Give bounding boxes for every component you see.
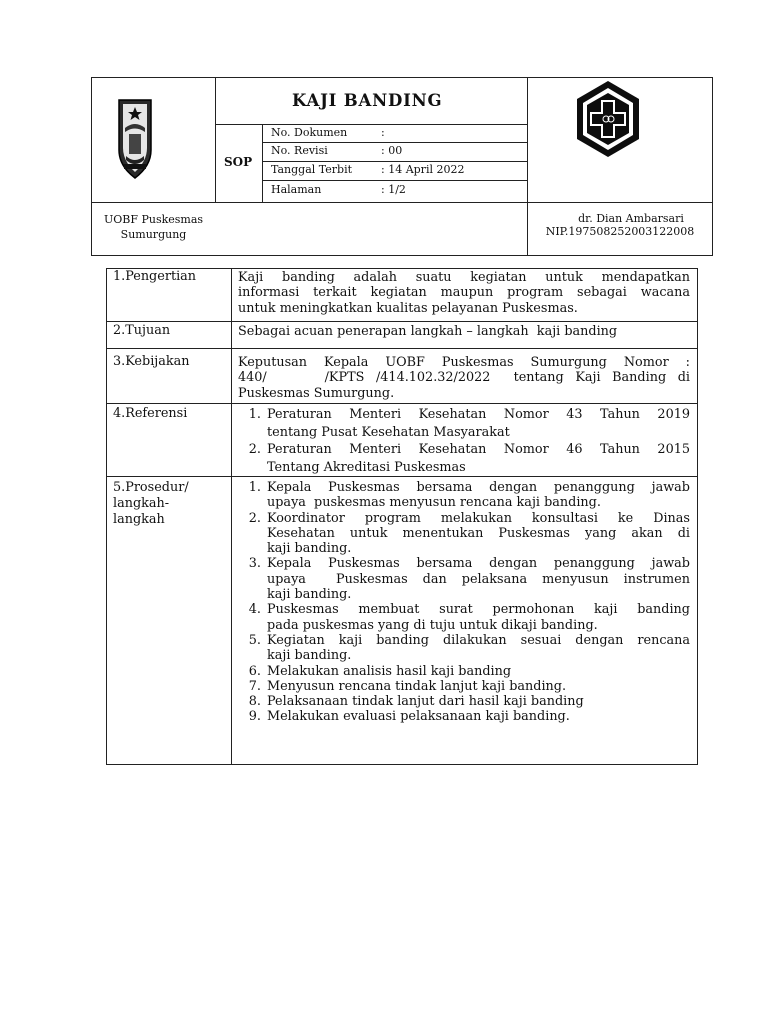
text-line: upaya Puskesmas dan pelaksana menyusun instrumen bbox=[267, 571, 690, 587]
text-line: Keputusan Kepala UOBF Puskesmas Sumurgung Nomor : bbox=[238, 355, 690, 370]
text-line: 2. Koordinator program melakukan konsultasi ke Dinas bbox=[267, 510, 690, 526]
list-item bbox=[265, 441, 690, 476]
list-item bbox=[265, 480, 690, 511]
signer-name: dr. Dian Ambarsari bbox=[578, 212, 684, 225]
text-line: Puskesmas Sumurgung. bbox=[238, 385, 395, 401]
text-line: upaya puskesmas menyusun rencana kaji banding. bbox=[267, 495, 601, 511]
doc-number-label: No. Dokumen bbox=[271, 126, 348, 139]
section-body-pengertian bbox=[238, 270, 690, 316]
list-item bbox=[265, 694, 690, 709]
section-body-referensi bbox=[238, 406, 690, 476]
text-line: Sebagai acuan penerapan langkah – langkah kaji banding bbox=[238, 324, 618, 339]
text-line: Kesehatan untuk menentukan Puskesmas yang akan di bbox=[267, 525, 690, 541]
section-label-tujuan: 2.Tujuan bbox=[113, 323, 171, 338]
text-line: kaji banding. bbox=[267, 541, 352, 557]
list-item bbox=[265, 511, 690, 557]
text-line: informasi terkait kegiatan maupun program sebagai wacana bbox=[238, 285, 690, 301]
unit-name-line2: Sumurgung bbox=[120, 227, 187, 241]
text-line: 9. Melakukan evaluasi pelaksanaan kaji banding. bbox=[267, 709, 570, 725]
signer-nip: NIP.197508252003122008 bbox=[545, 225, 695, 238]
list-item bbox=[265, 406, 690, 441]
sop-label: SOP bbox=[224, 155, 253, 169]
list-item bbox=[265, 664, 690, 679]
text-line: kaji banding. bbox=[267, 648, 352, 664]
label-line: langkah- bbox=[113, 496, 170, 511]
list-item bbox=[265, 633, 690, 664]
text-line: 6. Melakukan analisis hasil kaji banding bbox=[267, 663, 512, 679]
section-label-pengertian: 1.Pengertian bbox=[113, 269, 197, 284]
text-line: 7. Menyusun rencana tindak lanjut kaji banding. bbox=[267, 678, 567, 694]
section-body-tujuan bbox=[238, 324, 690, 339]
label-line: langkah bbox=[113, 512, 165, 527]
text-line: 4. Puskesmas membuat surat permohonan kaji banding bbox=[267, 602, 690, 618]
text-line: pada puskesmas yang di tuju untuk dikaji banding. bbox=[267, 617, 598, 633]
section-body-prosedur bbox=[238, 480, 690, 725]
text-line: untuk meningkatkan kualitas pelayanan Puskesmas. bbox=[238, 300, 578, 316]
text-line: 3. Kepala Puskesmas bersama dengan penanggung jawab bbox=[267, 556, 690, 572]
text-line: 1. Kepala Puskesmas bersama dengan penanggung jawab bbox=[267, 480, 690, 495]
text-line: 8. Pelaksanaan tindak lanjut dari hasil kaji banding bbox=[267, 694, 584, 710]
text-line: Kaji banding adalah suatu kegiatan untuk mendapatkan bbox=[238, 270, 690, 285]
section-label-prosedur bbox=[113, 480, 228, 528]
list-item bbox=[265, 709, 690, 724]
unit-name-line1: UOBF Puskesmas bbox=[103, 213, 204, 226]
text-line: 5. Kegiatan kaji banding dilakukan sesuai dengan rencana bbox=[267, 632, 690, 648]
document-title: KAJI BANDING bbox=[292, 91, 443, 110]
text-line: 1. Peraturan Menteri Kesehatan Nomor 43 Tahun 2019 bbox=[267, 407, 690, 422]
list-item bbox=[265, 556, 690, 602]
issue-date-value: : 14 April 2022 bbox=[381, 163, 465, 176]
section-body-kebijakan bbox=[238, 355, 690, 401]
text-line: 440/ /KPTS /414.102.32/2022 tentang Kaji Banding di bbox=[238, 370, 690, 386]
page-value: : 1/2 bbox=[381, 183, 406, 196]
revision-value: : 00 bbox=[381, 144, 403, 157]
section-label-referensi: 4.Referensi bbox=[113, 406, 188, 421]
text-line: 2. Peraturan Menteri Kesehatan Nomor 46 Tahun 2015 bbox=[267, 442, 690, 457]
list-item bbox=[265, 679, 690, 694]
label-line: 5.Prosedur/ bbox=[113, 480, 189, 495]
section-label-kebijakan: 3.Kebijakan bbox=[113, 354, 190, 369]
text-line: kaji banding. bbox=[267, 587, 352, 603]
text-line: Tentang Akreditasi Puskesmas bbox=[267, 459, 466, 475]
issue-date-label: Tanggal Terbit bbox=[271, 163, 353, 176]
list-item bbox=[265, 602, 690, 633]
page-label: Halaman bbox=[271, 183, 322, 196]
revision-label: No. Revisi bbox=[271, 144, 328, 157]
text-line: tentang Pusat Kesehatan Masyarakat bbox=[267, 424, 510, 440]
doc-number-value: : bbox=[381, 126, 385, 139]
